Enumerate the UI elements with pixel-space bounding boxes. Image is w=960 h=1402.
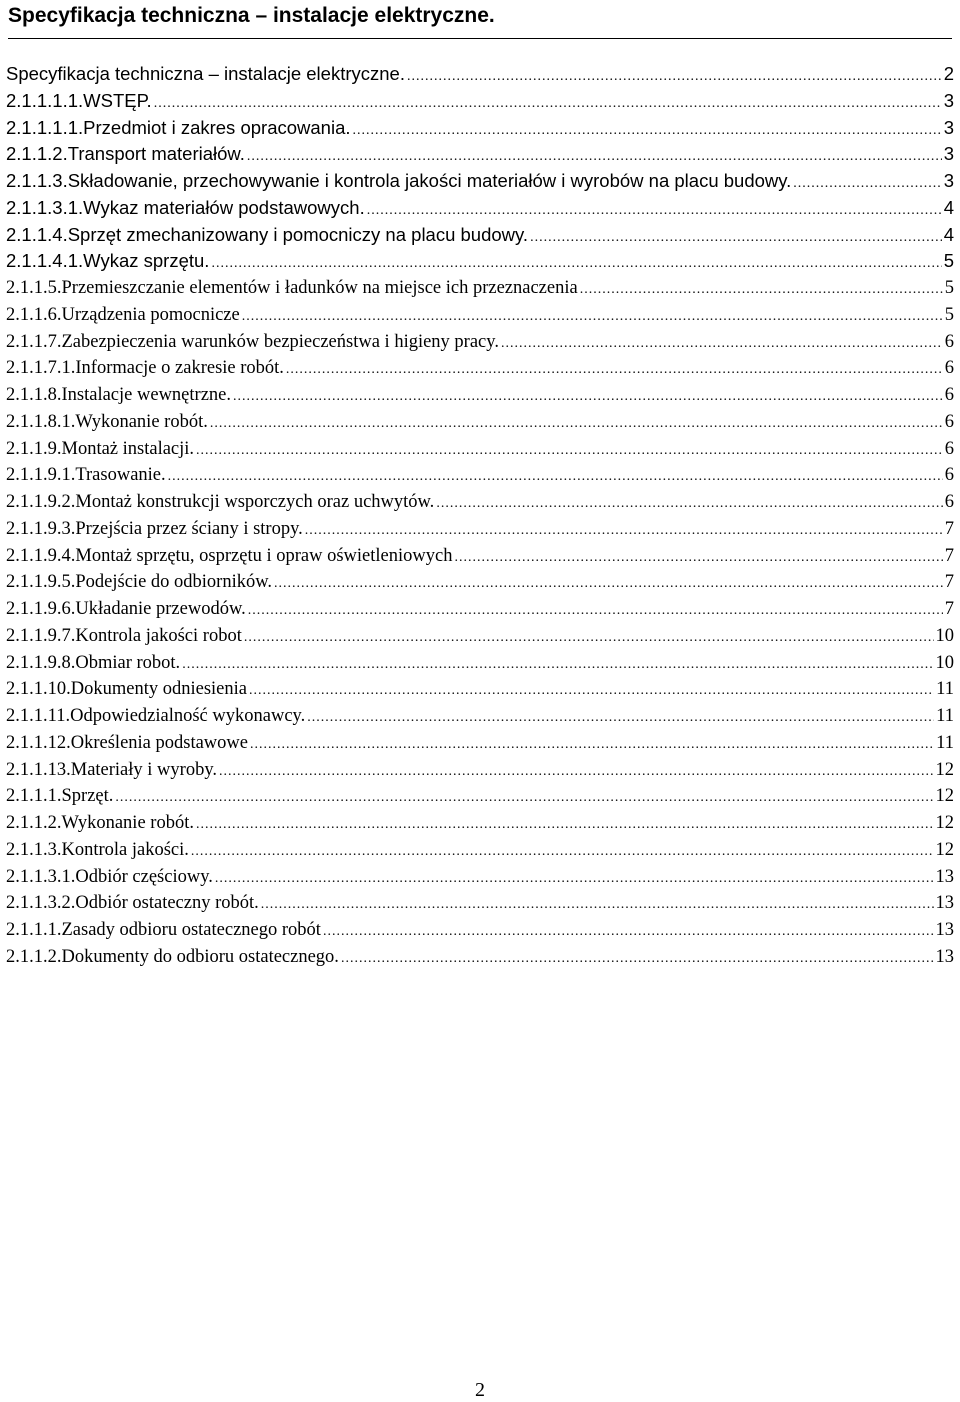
toc-entry-number: 2.1.1.9.3. xyxy=(6,518,76,539)
toc-entry-title: Składowanie, przechowywanie i kontrola jakości materiałów i wyrobów na placu budowy. xyxy=(67,170,792,191)
toc-entry[interactable] xyxy=(6,676,954,703)
toc-entry-number: 2.1.1.9.8. xyxy=(6,652,76,673)
toc-entry-page: 2 xyxy=(943,63,954,84)
toc-entry-title: Przejścia przez ściany i stropy. xyxy=(75,518,303,539)
toc-dot-leader xyxy=(454,545,942,572)
toc-entry[interactable] xyxy=(6,248,954,275)
toc-entry-page: 10 xyxy=(935,625,954,646)
toc-entry-title: Zabezpieczenia warunków bezpieczeństwa i higieny pracy. xyxy=(61,331,499,352)
toc-entry[interactable] xyxy=(6,703,954,730)
toc-entry-number: 2.1.1.1. xyxy=(6,920,62,940)
toc-dot-leader xyxy=(196,812,934,839)
toc-dot-leader xyxy=(233,384,943,411)
toc-entry[interactable] xyxy=(6,543,954,570)
toc-entry[interactable] xyxy=(6,650,954,677)
toc-entry-title: Transport materiałów. xyxy=(67,143,245,165)
toc-entry-number: 2.1.1.8. xyxy=(6,385,62,405)
toc-entry[interactable] xyxy=(6,623,954,650)
toc-entry-title: Sprzęt zmechanizowany i pomocniczy na placu budowy. xyxy=(67,223,529,245)
toc-entry[interactable] xyxy=(6,61,954,88)
toc-entry[interactable] xyxy=(6,730,954,757)
toc-entry-page: 5 xyxy=(944,304,954,325)
toc-entry-title: Określenia podstawowe xyxy=(70,732,248,753)
toc-entry-title: Kontrola jakości robot xyxy=(75,625,242,646)
toc-entry-number: 2.1.1.3.1. xyxy=(6,866,76,887)
toc-entry[interactable] xyxy=(6,757,954,784)
toc-entry[interactable] xyxy=(6,168,954,195)
page-header xyxy=(8,2,952,39)
toc-entry-page: 12 xyxy=(935,759,954,780)
toc-dot-leader xyxy=(261,892,934,919)
toc-entry-title: Trasowanie. xyxy=(75,465,166,486)
toc-entry-page: 3 xyxy=(943,143,954,165)
toc-entry-page: 13 xyxy=(935,893,954,914)
toc-entry-number: 2.1.1.3. xyxy=(6,170,68,191)
toc-entry-page: 13 xyxy=(935,920,954,940)
toc-entry-number: 2.1.1.9.4. xyxy=(6,545,76,566)
toc-dot-leader xyxy=(341,946,934,973)
toc-entry[interactable] xyxy=(6,302,954,329)
toc-entry[interactable] xyxy=(6,355,954,382)
toc-entry[interactable] xyxy=(6,222,954,249)
toc-entry-number: 2.1.1.2. xyxy=(6,143,68,165)
toc-entry-title: Instalacje wewnętrzne. xyxy=(61,385,231,405)
toc-entry[interactable] xyxy=(6,516,954,543)
toc-dot-leader xyxy=(211,251,941,278)
toc-entry-page: 12 xyxy=(935,813,954,833)
toc-dot-leader xyxy=(367,198,942,225)
toc-entry-title: Układanie przewodów. xyxy=(75,599,246,619)
toc-entry[interactable] xyxy=(6,569,954,596)
toc-entry-title: Przedmiot i zakres opracowania. xyxy=(83,116,351,138)
toc-entry-page: 6 xyxy=(944,411,954,432)
toc-dot-leader xyxy=(196,438,943,465)
toc-entry-number: 2.1.1.13. xyxy=(6,759,71,780)
toc-entry-page: 3 xyxy=(943,116,954,138)
table-of-contents xyxy=(6,61,954,971)
toc-entry[interactable] xyxy=(6,141,954,168)
toc-entry-page: 6 xyxy=(944,438,954,459)
toc-entry[interactable] xyxy=(6,837,954,864)
toc-entry[interactable] xyxy=(6,329,954,356)
toc-entry-number: 2.1.1.1.1. xyxy=(6,89,84,111)
toc-dot-leader xyxy=(353,118,942,145)
toc-dot-leader xyxy=(274,571,943,598)
toc-entry[interactable] xyxy=(6,275,954,302)
toc-entry-number: 2.1.1.5. xyxy=(6,278,62,298)
toc-entry-title: Dokumenty odniesienia xyxy=(70,679,247,700)
toc-entry-title: Specyfikacja techniczna – instalacje elektryczne. xyxy=(6,63,405,84)
toc-entry-title: Zasady odbioru ostatecznego robót xyxy=(61,920,321,940)
toc-entry-title: Kontrola jakości. xyxy=(61,839,189,860)
toc-entry[interactable] xyxy=(6,382,954,409)
toc-entry-number: 2.1.1.8.1. xyxy=(6,411,76,432)
toc-entry-number: 2.1.1.2. xyxy=(6,813,62,833)
toc-entry-number: 2.1.1.10. xyxy=(6,679,71,700)
toc-entry[interactable] xyxy=(6,489,954,516)
toc-entry[interactable] xyxy=(6,783,954,810)
toc-entry[interactable] xyxy=(6,890,954,917)
toc-entry-page: 11 xyxy=(936,679,954,700)
toc-dot-leader xyxy=(249,678,934,705)
toc-entry-page: 4 xyxy=(943,196,954,218)
toc-entry-title: Przemieszczanie elementów i ładunków na miejsce ich przeznaczenia xyxy=(61,278,578,298)
toc-dot-leader xyxy=(215,866,934,893)
toc-entry-title: Montaż sprzętu, osprzętu i opraw oświetleniowych xyxy=(75,545,453,566)
toc-dot-leader xyxy=(247,144,942,171)
toc-entry-title: Odbiór częściowy. xyxy=(75,866,213,887)
toc-dot-leader xyxy=(307,705,934,732)
toc-entry[interactable] xyxy=(6,596,954,623)
toc-entry-number: 2.1.1.9. xyxy=(6,438,62,459)
toc-entry-number: 2.1.1.9.5. xyxy=(6,572,76,593)
toc-dot-leader xyxy=(219,759,934,786)
toc-entry-title: WSTĘP. xyxy=(83,89,152,111)
toc-entry-title: Wykonanie robót. xyxy=(75,411,208,432)
toc-entry-number: 2.1.1.4.1. xyxy=(6,250,84,272)
toc-entry-number: 2.1.1.9.1. xyxy=(6,465,76,486)
toc-entry-page: 6 xyxy=(944,331,954,352)
toc-entry[interactable] xyxy=(6,462,954,489)
toc-entry-number: 2.1.1.9.6. xyxy=(6,599,76,619)
toc-entry-title: Wykonanie robót. xyxy=(61,813,194,833)
toc-entry-page: 7 xyxy=(944,572,954,593)
toc-entry-number: 2.1.1.3.2. xyxy=(6,893,76,914)
toc-entry-page: 3 xyxy=(943,89,954,111)
toc-entry-title: Wykaz sprzętu. xyxy=(83,250,210,272)
toc-entry-number: 2.1.1.12. xyxy=(6,732,71,753)
toc-dot-leader xyxy=(168,464,943,491)
toc-entry[interactable] xyxy=(6,88,954,115)
page-title: Specyfikacja techniczna – instalacje elektryczne. xyxy=(8,4,495,27)
toc-entry-title: Montaż instalacji. xyxy=(61,438,195,459)
toc-dot-leader xyxy=(530,225,942,252)
toc-entry-title: Sprzęt. xyxy=(61,786,114,807)
toc-entry-page: 12 xyxy=(935,839,954,860)
toc-entry-title: Montaż konstrukcji wsporczych oraz uchwytów. xyxy=(75,492,435,512)
toc-entry-page: 11 xyxy=(936,732,954,753)
toc-entry-page: 7 xyxy=(944,518,954,539)
toc-dot-leader xyxy=(154,91,942,118)
toc-dot-leader xyxy=(580,277,943,304)
toc-entry-page: 6 xyxy=(944,492,954,512)
toc-entry-page: 12 xyxy=(935,786,954,807)
toc-entry-number: 2.1.1.3. xyxy=(6,839,62,860)
toc-entry-title: Odpowiedzialność wykonawcy. xyxy=(70,706,306,726)
toc-entry-number: 2.1.1.1.1. xyxy=(6,116,84,138)
toc-entry-title: Materiały i wyroby. xyxy=(70,759,217,780)
toc-entry-title: Dokumenty do odbioru ostatecznego. xyxy=(61,946,339,967)
toc-entry-title: Odbiór ostateczny robót. xyxy=(75,893,259,914)
toc-dot-leader xyxy=(115,785,933,812)
toc-entry-number: 2.1.1.7. xyxy=(6,331,62,352)
toc-dot-leader xyxy=(182,652,933,679)
toc-dot-leader xyxy=(242,304,943,331)
toc-entry-title: Informacje o zakresie robót. xyxy=(75,358,284,379)
toc-dot-leader xyxy=(407,64,942,91)
toc-entry-page: 5 xyxy=(944,278,954,298)
toc-dot-leader xyxy=(244,625,934,652)
toc-dot-leader xyxy=(191,839,934,866)
toc-entry-page: 4 xyxy=(943,223,954,245)
toc-dot-leader xyxy=(210,411,943,438)
toc-entry-number: 2.1.1.7.1. xyxy=(6,358,76,379)
toc-dot-leader xyxy=(305,518,943,545)
toc-dot-leader xyxy=(250,732,934,759)
toc-entry-page: 6 xyxy=(944,465,954,486)
toc-entry-title: Wykaz materiałów podstawowych. xyxy=(83,196,365,218)
toc-entry[interactable] xyxy=(6,115,954,142)
toc-entry-number: 2.1.1.4. xyxy=(6,223,68,245)
toc-dot-leader xyxy=(436,491,942,518)
toc-dot-leader xyxy=(323,919,934,946)
toc-entry-number: 2.1.1.1. xyxy=(6,786,62,807)
toc-entry-number: 2.1.1.6. xyxy=(6,304,62,325)
toc-entry-number: 2.1.1.3.1. xyxy=(6,196,84,218)
toc-entry[interactable] xyxy=(6,436,954,463)
page-number: 2 xyxy=(475,1379,485,1401)
toc-dot-leader xyxy=(286,357,943,384)
toc-entry-number: 2.1.1.11. xyxy=(6,706,71,726)
toc-entry-number: 2.1.1.9.7. xyxy=(6,625,76,646)
toc-entry-number: 2.1.1.9.2. xyxy=(6,492,76,512)
toc-entry-number: 2.1.1.2. xyxy=(6,946,62,967)
toc-entry-page: 6 xyxy=(944,358,954,379)
toc-entry-page: 3 xyxy=(943,170,954,191)
toc-entry-title: Podejście do odbiorników. xyxy=(75,572,273,593)
toc-entry-page: 6 xyxy=(944,385,954,405)
toc-entry-page: 13 xyxy=(935,946,954,967)
toc-entry-title: Urządzenia pomocnicze xyxy=(61,304,240,325)
toc-entry-page: 11 xyxy=(936,706,954,726)
toc-entry[interactable] xyxy=(6,409,954,436)
toc-entry[interactable] xyxy=(6,195,954,222)
toc-dot-leader xyxy=(793,171,941,198)
toc-entry[interactable] xyxy=(6,917,954,944)
toc-dot-leader xyxy=(248,598,943,625)
toc-entry-page: 13 xyxy=(935,866,954,887)
toc-entry[interactable] xyxy=(6,810,954,837)
toc-entry[interactable] xyxy=(6,944,954,971)
toc-entry[interactable] xyxy=(6,864,954,891)
toc-entry-page: 7 xyxy=(944,599,954,619)
toc-dot-leader xyxy=(501,331,943,358)
toc-entry-page: 5 xyxy=(943,250,954,272)
toc-entry-page: 10 xyxy=(935,652,954,673)
toc-entry-title: Obmiar robot. xyxy=(75,652,181,673)
toc-entry-page: 7 xyxy=(944,545,954,566)
